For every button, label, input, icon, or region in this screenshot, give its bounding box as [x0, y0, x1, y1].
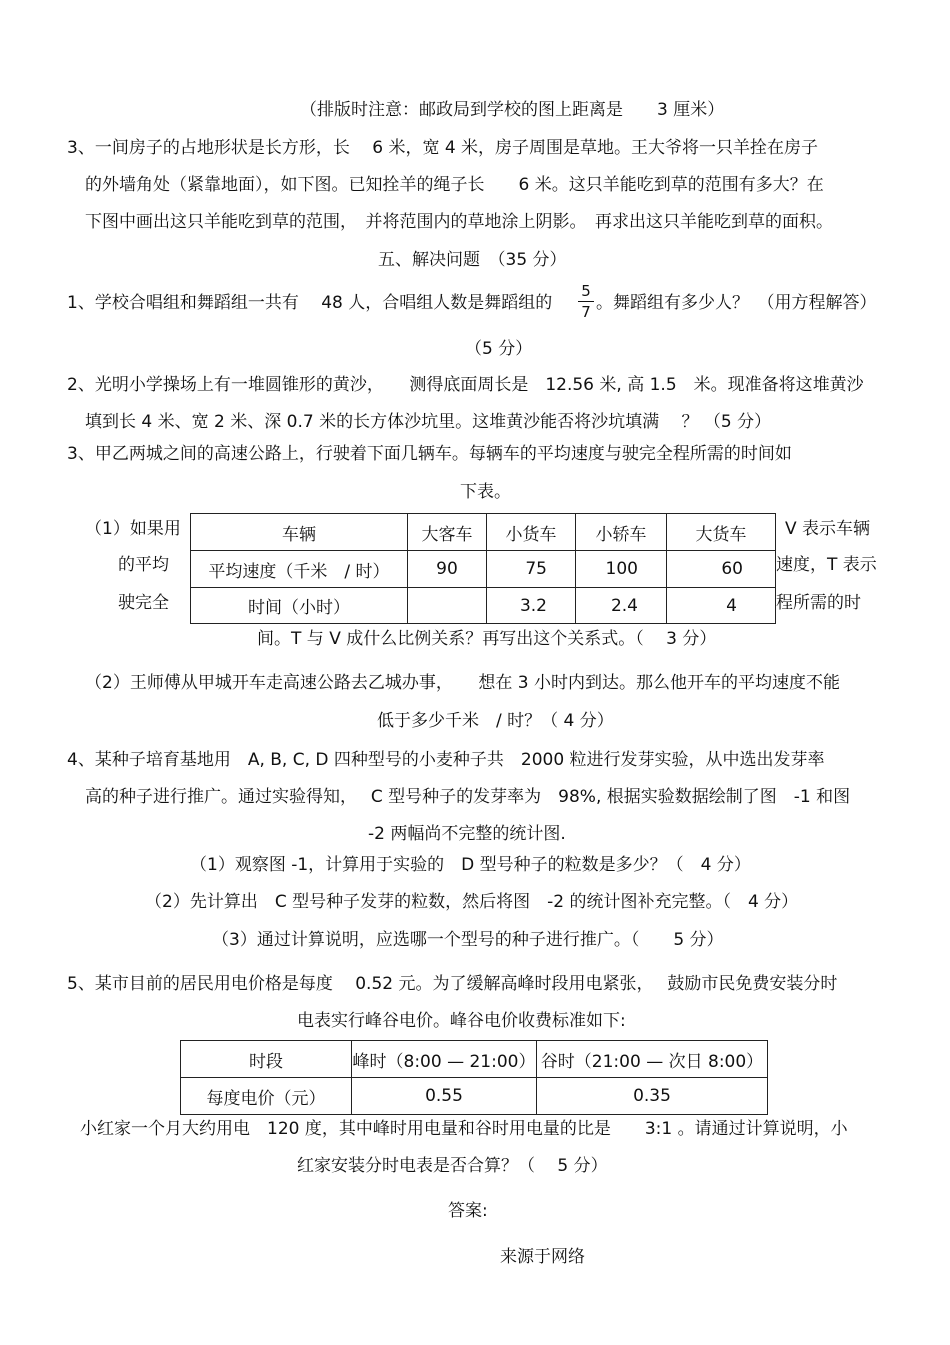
problem-3-sub1-right-3: 程所需的时	[776, 593, 861, 613]
table-cell: 0.55	[352, 1078, 537, 1115]
section-5-heading: 五、解决问题 （35 分）	[378, 250, 567, 270]
table-header-cell: 车辆	[191, 514, 408, 551]
problem-1-text-b: 。舞蹈组有多少人？ （用方程解答）	[596, 293, 877, 313]
table-cell: 75	[487, 551, 576, 588]
problem-3-sub2-line-2: 低于多少千米 / 时？（ 4 分）	[377, 711, 614, 731]
problem-3-sub1-right-2: 速度，T 表示	[776, 555, 877, 575]
vehicle-table	[190, 513, 776, 624]
problem-2-line-2: 填到长 4 米、宽 2 米、深 0.7 米的长方体沙坑里。这堆黄沙能否将沙坑填满 ？ （5 分）	[85, 412, 772, 432]
table-cell	[408, 588, 487, 624]
problem-1-score: （5 分）	[465, 339, 533, 359]
table-cell: 2.4	[576, 588, 667, 624]
problem-3-line-1: 3、甲乙两城之间的高速公路上，行驶着下面几辆车。每辆车的平均速度与驶完全程所需的时间如	[67, 444, 792, 464]
problem-3-sub1-left-1: （1）如果用	[85, 519, 181, 539]
problem-2-line-1: 2、光明小学操场上有一堆圆锥形的黄沙， 测得底面周长是 12.56 米, 高 1.5 米。现准备将这堆黄沙	[67, 375, 864, 395]
q3-line-3: 下图中画出这只羊能吃到草的范围， 并将范围内的草地涂上阴影。 再求出这只羊能吃到草的面积。	[85, 212, 833, 232]
problem-4-line-2: 高的种子进行推广。通过实验得知， C 型号种子的发芽率为 98%, 根据实验数据绘制了图 -1 和图	[85, 787, 851, 807]
problem-1-text-a: 1、学校合唱组和舞蹈组一共有 48 人，合唱组人数是舞蹈组的	[67, 293, 553, 313]
table-cell: 90	[408, 551, 487, 588]
table-row	[181, 1078, 768, 1115]
table-cell: 时间（小时）	[191, 588, 408, 624]
problem-5-line-1: 5、某市目前的居民用电价格是每度 0.52 元。为了缓解高峰时段用电紧张， 鼓励市民免费安装分时	[67, 974, 838, 994]
table-cell: 4	[667, 588, 776, 624]
q3-line-2: 的外墙角处（紧靠地面），如下图。已知拴羊的绳子长 6 米。这只羊能吃到草的范围有多大？在	[85, 175, 824, 195]
table-header-cell: 时段	[181, 1041, 352, 1078]
fraction-numerator: 5	[581, 282, 591, 300]
table-header-cell: 大客车	[408, 514, 487, 551]
table-header-cell: 谷时（21:00 — 次日 8:00）	[537, 1041, 768, 1078]
layout-note: （排版时注意：邮政局到学校的图上距离是 3 厘米）	[300, 100, 725, 120]
table-cell: 平均速度（千米 / 时）	[191, 551, 408, 588]
q3-line-1: 3、一间房子的占地形状是长方形，长 6 米，宽 4 米，房子周围是草地。王大爷将一只羊拴在房子	[67, 138, 819, 158]
table-row	[181, 1041, 768, 1078]
problem-3-sub2-line-1: （2）王师傅从甲城开车走高速公路去乙城办事， 想在 3 小时内到达。那么他开车的平均速度不能	[85, 673, 840, 693]
table-cell: 0.35	[537, 1078, 768, 1115]
table-header-cell: 小轿车	[576, 514, 667, 551]
problem-4-sub-1: （1）观察图 -1，计算用于实验的 D 型号种子的粒数是多少？（ 4 分）	[190, 855, 751, 875]
table-cell: 3.2	[487, 588, 576, 624]
problem-3-line-2: 下表。	[460, 482, 511, 502]
problem-3-sub1-left-3: 驶完全	[118, 593, 169, 613]
table-cell: 每度电价（元）	[181, 1078, 352, 1115]
table-header-cell: 峰时（8:00 — 21:00）	[352, 1041, 537, 1078]
table-row	[191, 588, 776, 624]
problem-5-line-2: 电表实行峰谷电价。峰谷电价收费标准如下:	[297, 1011, 626, 1031]
electricity-price-table	[180, 1040, 768, 1115]
problem-5-line-3: 小红家一个月大约用电 120 度，其中峰时用电量和谷时用电量的比是 3:1 。请通过计算说明，小	[80, 1119, 848, 1139]
table-cell: 60	[667, 551, 776, 588]
problem-5-line-4: 红家安装分时电表是否合算？（ 5 分）	[297, 1156, 608, 1176]
table-cell: 100	[576, 551, 667, 588]
problem-3-sub1-question: 间。T 与 V 成什么比例关系？再写出这个关系式。（ 3 分）	[257, 629, 717, 649]
table-header-cell: 小货车	[487, 514, 576, 551]
fraction-bar	[578, 301, 594, 302]
problem-3-sub1-left-2: 的平均	[118, 555, 169, 575]
problem-4-sub-3: （3）通过计算说明，应选哪一个型号的种子进行推广。（ 5 分）	[212, 930, 724, 950]
answer-label: 答案:	[448, 1201, 488, 1221]
source-note: 来源于网络	[500, 1247, 585, 1267]
table-row	[191, 514, 776, 551]
table-header-cell: 大货车	[667, 514, 776, 551]
fraction-denominator: 7	[581, 303, 591, 321]
table-row	[191, 551, 776, 588]
problem-4-line-3: -2 两幅尚不完整的统计图.	[368, 824, 566, 844]
problem-4-line-1: 4、某种子培育基地用 A, B, C, D 四种型号的小麦种子共 2000 粒进行发芽实验，从中选出发芽率	[67, 750, 825, 770]
problem-3-sub1-right-1: V 表示车辆	[785, 519, 871, 539]
fraction-five-sevenths	[578, 282, 594, 321]
problem-4-sub-2: （2）先计算出 C 型号种子发芽的粒数，然后将图 -2 的统计图补充完整。（ 4 分）	[145, 892, 799, 912]
